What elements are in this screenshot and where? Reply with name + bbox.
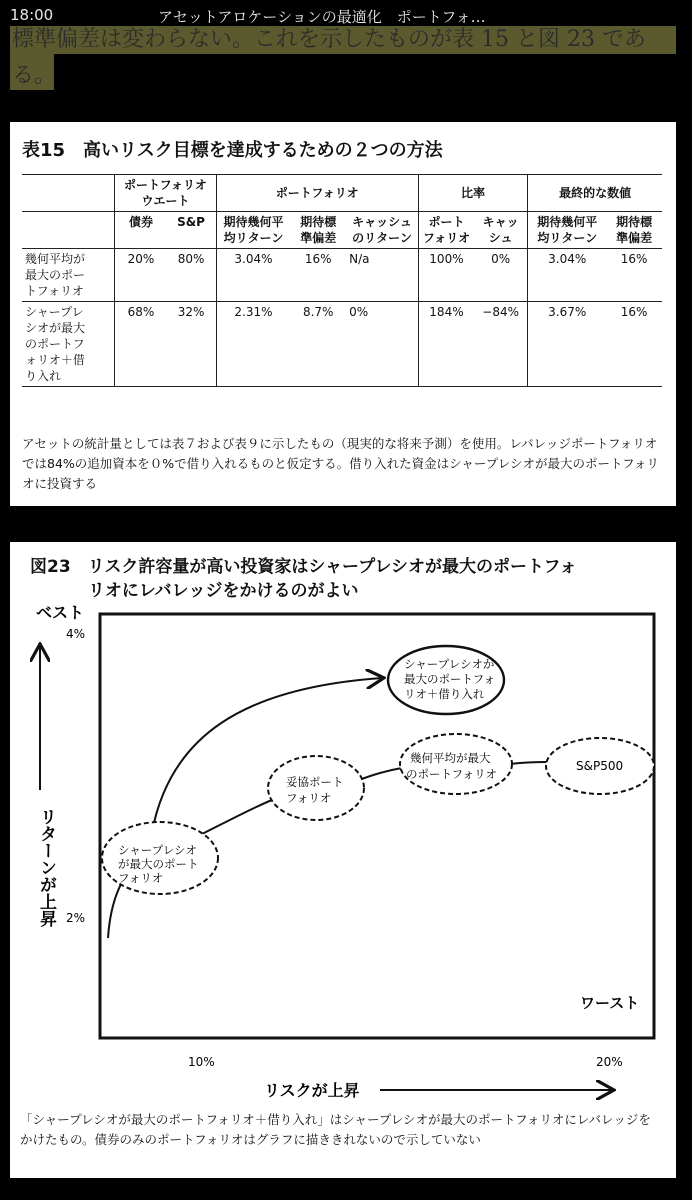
cell: 0% bbox=[349, 305, 369, 319]
col-sd: 期待標 準偏差 bbox=[300, 215, 337, 245]
cell: 20% bbox=[115, 249, 167, 302]
col-bond: 債券 bbox=[115, 212, 167, 249]
sharpe-node-text: が最大のポート bbox=[118, 857, 199, 871]
cell: 16% bbox=[620, 305, 648, 319]
col-cs: キャッ シュ bbox=[482, 215, 519, 245]
row-label: 幾何平均が 最大のポー トフォリオ bbox=[25, 252, 86, 298]
cell: −84% bbox=[482, 305, 520, 319]
figure23-title-line2: リオにレバレッジをかけるのがよい bbox=[88, 581, 359, 601]
figure23-panel bbox=[10, 542, 676, 1178]
cell: 16% bbox=[620, 252, 648, 266]
compromise-node-text: 妥協ポート bbox=[286, 775, 344, 789]
leverage-node-text: 最大のポートフォ bbox=[404, 672, 496, 686]
table15-panel bbox=[10, 122, 676, 506]
x-tick-10: 10% bbox=[188, 1055, 215, 1069]
cell: 16% bbox=[304, 252, 332, 266]
y-axis-label bbox=[36, 808, 57, 928]
group-portfolio: ポートフォリオ bbox=[216, 175, 418, 212]
group-weight: ポートフォリオ ウエート bbox=[115, 175, 216, 212]
compromise-node-text: フォリオ bbox=[286, 791, 332, 805]
cell: 100% bbox=[418, 249, 474, 302]
group-final: 最終的な数値 bbox=[528, 175, 662, 212]
highlighted-text-line2[interactable]: る。 bbox=[12, 63, 57, 88]
cell: N/a bbox=[349, 252, 370, 266]
sp500-node-text: S&P500 bbox=[576, 759, 624, 773]
leverage-node-text: リオ＋借り入れ bbox=[404, 687, 485, 701]
col-fgeo: 期待幾何平 均リターン bbox=[528, 212, 606, 249]
table15 bbox=[22, 174, 662, 387]
cell: 32% bbox=[177, 305, 205, 319]
col-cash: キャッシュ のリターン bbox=[352, 215, 412, 245]
cell: 8.7% bbox=[302, 305, 334, 319]
highlighted-text-line1[interactable]: 標準偏差は変わらない。これを示したものが表 15 と図 23 であ bbox=[12, 27, 646, 52]
y-tick-2: 2% bbox=[66, 911, 86, 925]
col-geo: 期待幾何平 均リターン bbox=[216, 212, 290, 249]
cell: 2.31% bbox=[216, 302, 290, 387]
group-ratio: 比率 bbox=[418, 175, 527, 212]
svg-text:リターンが上昇: リターンが上昇 bbox=[36, 808, 56, 927]
x-tick-20: 20% bbox=[596, 1055, 623, 1069]
best-label: ベスト bbox=[36, 603, 85, 622]
table15-note: アセットの統計量としては表７および表９に示したもの（現実的な将来予測）を使用。レバレッジポートフォリオでは84%の追加資本を０%で借り入れるものと仮定する。借り入れた資金はシャープレシオが最大のポートフォリオに投資する bbox=[22, 436, 659, 491]
sharpe-node-text: シャープレシオ bbox=[118, 843, 197, 857]
figure23-title-line1: 図23 リスク許容量が高い投資家はシャープレシオが最大のポートフォ bbox=[30, 557, 577, 577]
x-axis-label: リスクが上昇 bbox=[264, 1081, 360, 1100]
cell: 80% bbox=[177, 252, 205, 266]
table-row bbox=[22, 249, 662, 302]
cell: 184% bbox=[418, 302, 474, 387]
sharpe-node-text: フォリオ bbox=[118, 871, 164, 885]
figure23-diagram bbox=[10, 542, 676, 1102]
cell: 68% bbox=[115, 302, 167, 387]
col-pf: ポート フォリオ bbox=[418, 212, 474, 249]
col-fsd: 期待標 準偏差 bbox=[616, 215, 653, 245]
y-tick-4: 4% bbox=[66, 627, 86, 641]
worst-label: ワースト bbox=[580, 994, 640, 1012]
row-label: シャープレ シオが最大 のポートフ ォリオ＋借 り入れ bbox=[25, 305, 86, 383]
cell: 3.04% bbox=[216, 249, 290, 302]
geo-node-text: のポートフォリオ bbox=[406, 767, 497, 781]
status-time: 18:00 bbox=[10, 6, 54, 24]
table15-title: 表15 高いリスク目標を達成するための２つの方法 bbox=[22, 140, 443, 161]
geo-node-text: 幾何平均が最大 bbox=[410, 751, 491, 765]
book-title: アセットアロケーションの最適化 ポートフォ… bbox=[158, 8, 486, 26]
leverage-node-text: シャープレシオが bbox=[404, 657, 495, 671]
cell: 0% bbox=[491, 252, 511, 266]
cell: 3.67% bbox=[528, 302, 606, 387]
cell: 3.04% bbox=[528, 249, 606, 302]
figure23-caption: 「シャープレシオが最大のポートフォリオ＋借り入れ」はシャープレシオが最大のポートフォリオにレバレッジをかけたもの。債券のみのポートフォリオはグラフに描ききれないので示していない bbox=[20, 1112, 651, 1147]
col-sp: S&P bbox=[177, 215, 205, 229]
table-row bbox=[22, 302, 662, 387]
